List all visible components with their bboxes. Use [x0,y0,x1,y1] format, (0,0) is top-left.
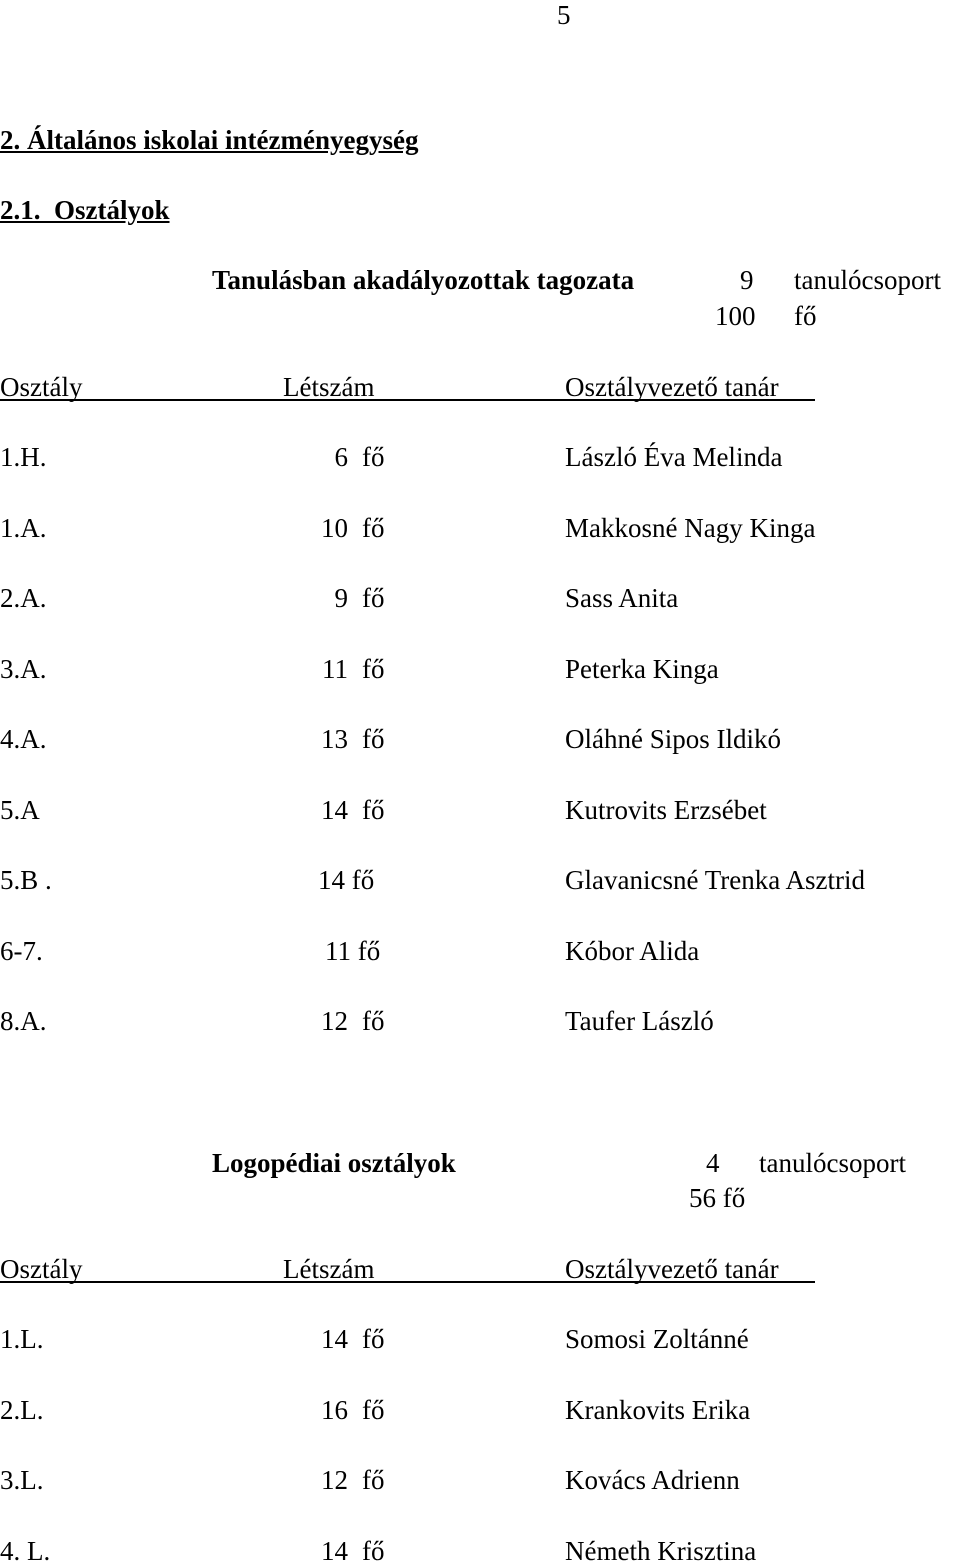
row-size: 11 fő [325,935,381,966]
row-size: 12 [321,1465,348,1495]
row-size: 12 [321,1006,348,1036]
row-size: 9 [334,583,348,613]
row-unit: fő [362,1465,385,1495]
row-class: 3.A. [0,653,47,684]
header-underline [0,399,815,401]
row-class: 6-7. [0,935,43,966]
row-size: 16 [321,1394,348,1425]
row-teacher: Taufer László [565,1006,714,1036]
row-class: 2.L. [0,1394,44,1425]
row-unit: fő [362,1006,385,1036]
row-teacher: Somosi Zoltánné [565,1324,749,1354]
row-teacher: Kóbor Alida [565,935,700,966]
row-class: 5.A [0,794,40,825]
page-number: 5 [557,0,571,30]
row-size: 14 fő [318,865,375,895]
header-size: Létszám [283,1254,375,1284]
row-teacher: László Éva Melinda [565,442,783,472]
row-class: 5.B . [0,865,52,895]
row-class: 3.L. [0,1465,44,1495]
row-size: 13 [321,724,348,754]
row-teacher: Sass Anita [565,583,679,613]
row-size: 10 [321,512,348,543]
group-2-count-students: 56 fő [689,1183,746,1213]
row-teacher: Kutrovits Erzsébet [565,794,767,825]
header-class: Osztály [0,372,83,402]
header-class: Osztály [0,1254,83,1284]
group-1-count-groups: 9 [740,265,754,295]
row-teacher: Glavanicsné Trenka Asztrid [565,865,865,895]
row-class: 1.H. [0,442,47,472]
row-size: 14 [321,1324,348,1354]
group-2-count-groups-label: tanulócsoport [759,1148,906,1178]
section-title: 2. Általános iskolai intézményegység [0,125,419,155]
row-teacher: Krankovits Erika [565,1394,751,1425]
row-class: 2.A. [0,583,47,613]
row-unit: fő [362,1394,385,1425]
group-1-count-groups-label: tanulócsoport [794,265,941,295]
row-class: 1.A. [0,512,47,543]
header-underline [0,1281,815,1283]
row-teacher: Oláhné Sipos Ildikó [565,724,781,754]
header-teacher: Osztályvezető tanár [565,1254,779,1284]
subsection-title: 2.1. Osztályok [0,195,170,225]
row-unit: fő [362,794,385,825]
row-size: 11 [322,653,348,684]
row-size: 6 [334,442,348,472]
header-teacher: Osztályvezető tanár [565,372,779,402]
group-1-title: Tanulásban akadályozottak tagozata [212,265,635,295]
row-unit: fő [362,583,385,613]
group-1-count-students: 100 [715,301,756,331]
row-unit: fő [362,512,385,543]
row-unit: fő [362,653,385,684]
row-teacher: Németh Krisztina [565,1535,757,1566]
header-size: Létszám [283,372,375,402]
row-teacher: Peterka Kinga [565,653,719,684]
row-size: 14 [321,794,348,825]
group-1-count-students-label: fő [794,301,817,331]
row-teacher: Makkosné Nagy Kinga [565,512,816,543]
row-class: 1.L. [0,1324,44,1354]
row-unit: fő [362,1535,385,1566]
row-class: 4. L. [0,1535,51,1566]
group-2-title: Logopédiai osztályok [212,1148,456,1178]
row-unit: fő [362,1324,385,1354]
group-2-count-groups: 4 [706,1148,720,1178]
row-unit: fő [362,724,385,754]
row-unit: fő [362,442,385,472]
row-size: 14 [321,1535,348,1566]
row-class: 4.A. [0,724,47,754]
row-class: 8.A. [0,1006,47,1036]
row-teacher: Kovács Adrienn [565,1465,740,1495]
